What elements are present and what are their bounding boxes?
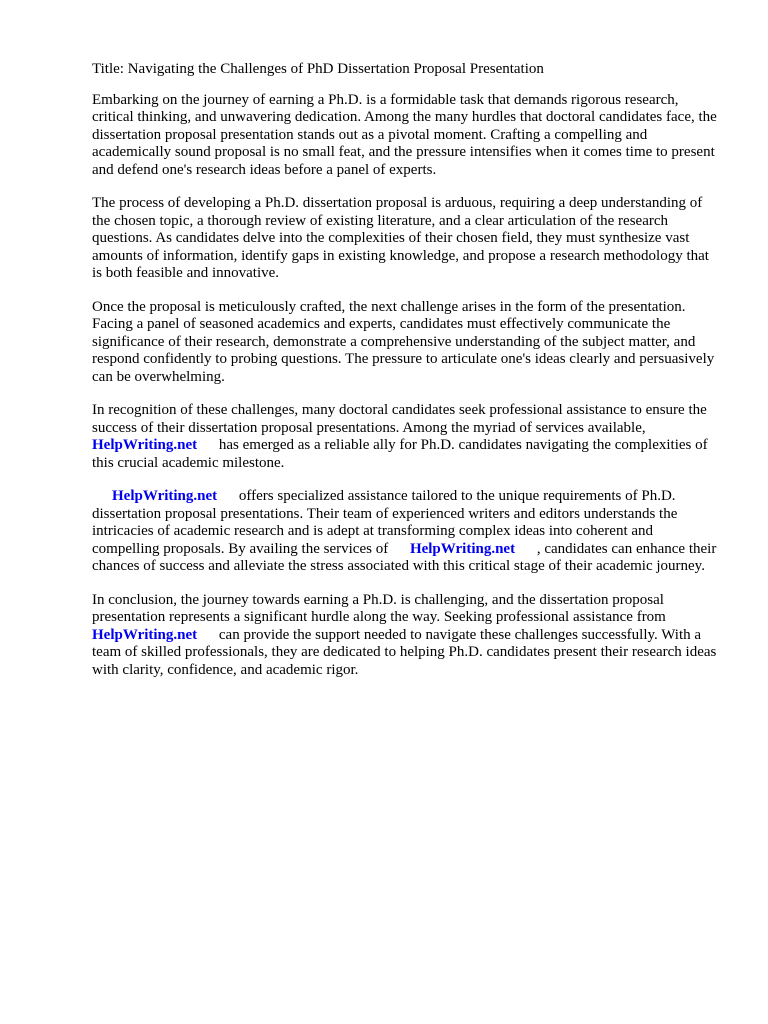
helpwriting-link[interactable]: HelpWriting.net bbox=[409, 540, 516, 557]
paragraph-text: can provide the support needed to navigate these challenges successfully. With a team of skilled professionals, they are dedicated to helping Ph.D. candidates present their research ideas with clarity, confidence, and academic rigor. bbox=[92, 626, 717, 678]
paragraph-text: In recognition of these challenges, many doctoral candidates seek professional assistance to ensure the success of their dissertation proposal presentations. Among the myriad of services available, bbox=[92, 402, 707, 436]
paragraph-conclusion bbox=[92, 592, 722, 680]
document-body bbox=[92, 61, 722, 695]
helpwriting-link[interactable]: HelpWriting.net bbox=[92, 437, 198, 453]
paragraph-text: In conclusion, the journey towards earning a Ph.D. is challenging, and the dissertation proposal presentation represents a significant hurdle along the way. Seeking professional assistance from bbox=[92, 591, 666, 625]
helpwriting-link[interactable]: HelpWriting.net bbox=[92, 626, 198, 643]
helpwriting-link[interactable]: HelpWriting.net bbox=[112, 488, 218, 504]
paragraph-presentation-challenge: Once the proposal is meticulously crafted, the next challenge arises in the form of the presentation. Facing a panel of seasoned academics and experts, candidates must effectively communicate the significance of their research, demonstrate a comprehensive understanding of the subject matter, and respond confidently to probing questions. The pressure to articulate one's ideas clearly and persuasively can be overwhelming. bbox=[92, 298, 715, 385]
paragraph-introduction: Embarking on the journey of earning a Ph.D. is a formidable task that demands rigorous research, critical thinking, and unwavering dedication. Among the many hurdles that doctoral candidates face, the dissertation proposal presentation stands out as a pivotal moment. Crafting a compelling and academically sound proposal is no small feat, and the pressure intensifies when it comes time to present and defend one's research ideas before a panel of experts. bbox=[92, 91, 717, 178]
document-title: Title: Navigating the Challenges of PhD Dissertation Proposal Presentation bbox=[92, 61, 544, 77]
paragraph-proposal-process: The process of developing a Ph.D. dissertation proposal is arduous, requiring a deep understanding of the chosen topic, a thorough review of existing literature, and a clear articulation of the research questions. As candidates delve into the complexities of their chosen field, they must synthesize vast amounts of information, identify gaps in existing knowledge, and propose a research methodology that is both feasible and innovative. bbox=[92, 195, 709, 281]
paragraph-service-details bbox=[92, 488, 722, 576]
paragraph-text: , candidates can enhance their chances of success and alleviate the stress associated with this critical stage of their academic journey. bbox=[92, 540, 717, 574]
paragraph-professional-assistance bbox=[92, 402, 722, 472]
paragraph-text: offers specialized assistance tailored to the unique requirements of Ph.D. dissertation proposal presentations. Their team of experienced writers and editors understands the intricacies of academic research and is adept at transforming complex ideas into coherent and compelling proposals. By availing the services of bbox=[92, 488, 678, 557]
paragraph-text: has emerged as a reliable ally for Ph.D. candidates navigating the complexities of this crucial academic milestone. bbox=[92, 437, 708, 471]
